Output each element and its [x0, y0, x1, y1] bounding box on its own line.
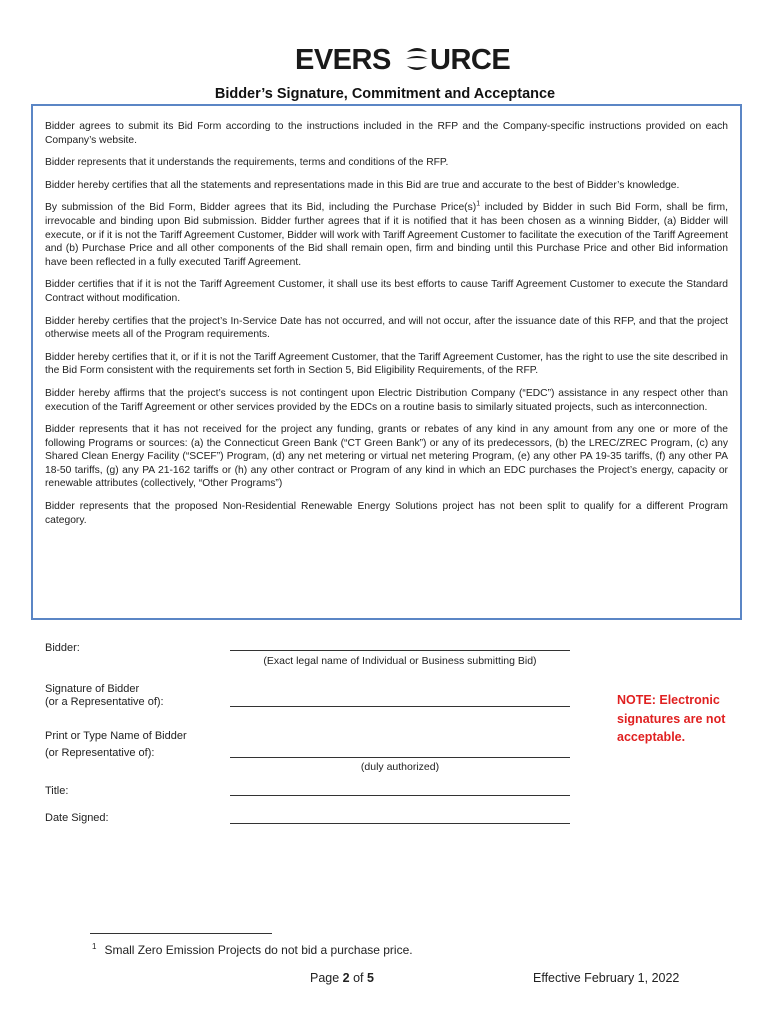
terms-text: By submission of the Bid Form, Bidder agrees that its Bid, including the Purchase Price(s): [45, 202, 477, 214]
page-total: 5: [367, 971, 374, 985]
terms-paragraph: Bidder represents that the proposed Non-Residential Renewable Energy Solutions project has not been split to qualify for a different Program category.: [45, 501, 728, 526]
page-current: 2: [342, 971, 350, 985]
print-name-label: Print or Type Name of Bidder: [45, 730, 187, 742]
terms-box: [31, 104, 742, 620]
footnote-mark: 1: [92, 942, 97, 951]
page-of: of: [349, 971, 367, 985]
footnote-divider: [90, 933, 272, 934]
title-field[interactable]: [230, 795, 570, 796]
terms-paragraph: Bidder hereby certifies that all the statements and representations made in this Bid are true and accurate to the best of Bidder’s knowledge.: [45, 179, 680, 191]
svg-text:URCE: URCE: [430, 44, 511, 76]
footnote-text: Small Zero Emission Projects do not bid a purchase price.: [104, 943, 413, 957]
footnote: [92, 942, 413, 957]
terms-paragraph: Bidder represents that it has not received for the project any funding, grants or rebates of any kind in any amount from any one or more of the following Programs or sources: (a) the Connecticut Green Bank (“CT Green Bank”) or any of its predecessors, (b) the LREC/ZREC Program, (c) any Shared Clean Energy Facility (“SCEF”) Program, (d) any net metering or virtual net metering Program, (e) any other PA 19-35 tariffs, (f) any other PA 18-50 tariffs, (g) any PA 21-162 tariffs or (h) any other contract or Program of any kind in which an EDC purchases the Project’s energy, capacity or renewable attributes (collectively, “Other Programs”): [45, 424, 728, 490]
bidder-name-field[interactable]: [230, 650, 570, 651]
logo-o-mark: [406, 48, 428, 70]
page-title: Bidder’s Signature, Commitment and Acceptance: [214, 86, 556, 102]
signature-label-sub: (or a Representative of):: [45, 696, 164, 708]
signature-label: Signature of Bidder: [45, 683, 140, 695]
terms-paragraph: Bidder hereby certifies that the project’s In-Service Date has not occurred, and will not occur, after the issuance date of this RFP, and that the project otherwise meets all of the Program requirements.: [45, 315, 728, 341]
svg-text:EVERS: EVERS: [295, 44, 391, 76]
terms-paragraph: Bidder hereby certifies that it, or if it is not the Tariff Agreement Customer, that the Tariff Agreement Customer, has the right to use the site described in the Bid Form consistent with the requirements set forth in Section 5, Bid Eligibility Requirements, of the RFP.: [45, 351, 728, 377]
terms-paragraph: Bidder agrees to submit its Bid Form according to the instructions included in the RFP and the Company-specific instructions provided on each Company’s website.: [45, 121, 728, 146]
terms-paragraph: Bidder certifies that if it is not the Tariff Agreement Customer, it shall use its best efforts to cause Tariff Agreement Customer to execute the Standard Contract without modification.: [45, 279, 728, 304]
electronic-signature-note: NOTE: Electronic signatures are not acceptable.: [617, 693, 726, 744]
effective-date: Effective February 1, 2022: [533, 971, 680, 985]
date-field[interactable]: [230, 823, 570, 824]
print-name-field[interactable]: [230, 757, 570, 758]
footnote-ref: 1: [476, 200, 481, 208]
print-name-label-sub: (or Representative of):: [45, 747, 155, 759]
page-prefix: Page: [310, 971, 343, 985]
bidder-label: Bidder:: [45, 642, 80, 654]
terms-paragraph: Bidder hereby affirms that the project’s success is not contingent upon Electric Distribution Company (“EDC”) assistance in any respect other than execution of the Tariff Agreement or other services provided by the EDCs on a routine basis to similarly situated projects, such as interconnection.: [45, 387, 728, 413]
bidder-caption: (Exact legal name of Individual or Business submitting Bid): [263, 655, 537, 667]
date-label: Date Signed:: [45, 812, 109, 824]
terms-paragraph: Bidder represents that it understands the requirements, terms and conditions of the RFP.: [45, 157, 449, 169]
title-label: Title:: [45, 785, 69, 797]
terms-text: included by Bidder in such Bid Form, shall be firm, irrevocable and binding upon Bid submission. Bidder further agrees that if it is notified that it has been chosen as a winning Bidder, (a) Bidder will execute, or if it is not the Tariff Agreement Customer, Bidder will work with Tariff Agreement Customer to facilitate the execution of the Tariff Agreement and (b) Purchase Price and all other components of the Bid shall remain open, firm and binding until this Purchase Price and other Bid information have been reflected in a fully executed Tariff Agreement.: [45, 202, 728, 268]
signature-field[interactable]: [230, 706, 570, 707]
print-name-caption: (duly authorized): [360, 761, 440, 773]
terms-paragraph: [45, 201, 728, 269]
page-number: [310, 971, 374, 985]
eversource-logo: [295, 40, 511, 76]
